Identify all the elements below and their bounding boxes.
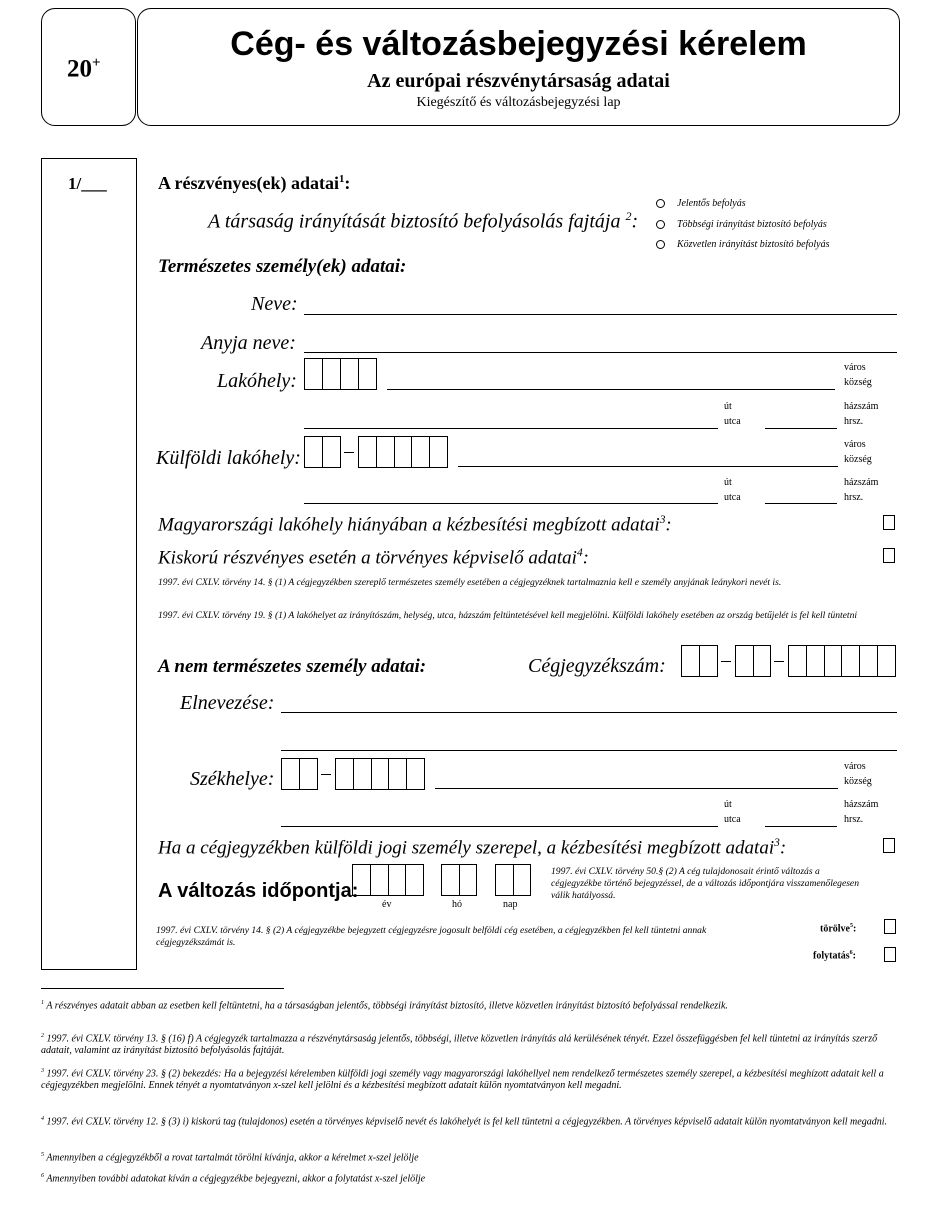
footnote-1: $^1$ A részvényes adatait abban az esetben kell feltüntetni, ha a társaságban jelentős, többségi irányítást biztosító, illetve közvetlen irányítást biztosító befolyással rendelkezik. bbox=[41, 1000, 728, 1012]
natural-heading: Természetes személy(ek) adatai: bbox=[158, 256, 407, 277]
agent-label: Magyarországi lakóhely hiányában a kézbesítési megbízott adatai$^3$: bbox=[158, 514, 672, 536]
footnote-3: $^3$ 1997. évi CXLV. törvény 23. § (2) bekezdés: Ha a bejegyzési kérelemben külföldi jogi személy vagy magyarországi lakóhellyel nem rendelkező természetes személy szerepel, a kézbesítési meghízott adatait kell a cégjegyzékben megjelölni. Ennek tényét a nyomtatványon x-szel kell jelölni és a kézbesítési megbízott adatait külön nyomtatványon kell megadni. bbox=[41, 1068, 884, 1092]
law-note-2: 1997. évi CXLV. törvény 19. § (1) A lakóhelyet az irányítószám, helység, utca, házszám feltüntetésével kell megjelölni. Külföldi lakóhely esetében az ország betűjelét is fel kell tüntetni bbox=[158, 610, 858, 621]
footnote-2: $^2$ 1997. évi CXLV. törvény 13. § (16) f) A cégjegyzék tartalmazza a részvénytársaság jelentős, többségi, illetve közvetlen irányítás alá kerülésének tényét. Ezzel összefüggésben fel kell tüntetni az irányítás szerző adatait, valamint az irányítást biztosító befolyásolás fajtáját. bbox=[41, 1033, 878, 1057]
seat-dash bbox=[321, 774, 331, 775]
agent-checkbox[interactable] bbox=[883, 515, 895, 530]
option-direct: Közvetlen irányítást biztosító befolyás bbox=[677, 239, 830, 250]
legal-name-field[interactable] bbox=[281, 712, 897, 713]
seat-number-field[interactable] bbox=[765, 826, 837, 827]
foreign-village-label: község bbox=[844, 454, 872, 465]
form-number: 20+ bbox=[67, 55, 101, 83]
change-year-boxes[interactable] bbox=[352, 864, 424, 896]
deleted-label: törölve$^5$: bbox=[820, 923, 857, 935]
seat-house-label: házszám bbox=[844, 799, 879, 810]
change-day-boxes[interactable] bbox=[495, 864, 531, 896]
foreign-street-field[interactable] bbox=[304, 503, 718, 504]
year-label: év bbox=[382, 899, 392, 910]
foreign-dash bbox=[344, 452, 354, 453]
residence-road-label: út bbox=[724, 401, 732, 412]
left-column bbox=[41, 158, 137, 970]
residence-number-field[interactable] bbox=[765, 428, 837, 429]
reg-dash-1 bbox=[721, 661, 731, 662]
residence-city-field[interactable] bbox=[387, 389, 835, 390]
page-subtitle-2: Kiegészítő és változásbejegyzési lap bbox=[416, 95, 621, 110]
seat-country-boxes[interactable] bbox=[281, 758, 318, 790]
deleted-checkbox[interactable] bbox=[884, 919, 896, 934]
residence-house-label: házszám bbox=[844, 401, 879, 412]
radio-direct[interactable] bbox=[656, 240, 665, 249]
radio-majority[interactable] bbox=[656, 220, 665, 229]
continue-checkbox[interactable] bbox=[884, 947, 896, 962]
option-majority: Többségi irányítást biztosító befolyás bbox=[677, 219, 827, 230]
seat-village-label: község bbox=[844, 776, 872, 787]
reg-type-boxes[interactable] bbox=[735, 645, 771, 677]
section-number: 1/___ bbox=[68, 174, 107, 193]
change-law-note: 1997. évi CXLV. törvény 50.§ (2) A cég tulajdonosait érintő változás a cégjegyzékbe történő bejegyzéssel, de a változás időpontjára visszamenőlegesen válik hatályossá. bbox=[551, 866, 859, 901]
footnote-5: $^5$ Amennyiben a cégjegyzékből a rovat tartalmát törölni kívánja, akkor a kérelmet x-szel jelölje bbox=[41, 1152, 419, 1164]
seat-street-label: utca bbox=[724, 814, 741, 825]
option-significant: Jelentős befolyás bbox=[677, 198, 746, 209]
residence-village-label: község bbox=[844, 377, 872, 388]
page-title: Cég- és változásbejegyzési kérelem bbox=[230, 25, 807, 63]
reg-number-label: Cégjegyzékszám: bbox=[528, 655, 666, 677]
foreign-legal-agent-checkbox[interactable] bbox=[883, 838, 895, 853]
seat-lot-label: hrsz. bbox=[844, 814, 864, 825]
seat-street-field[interactable] bbox=[281, 826, 718, 827]
legal-heading: A nem természetes személy adatai: bbox=[158, 656, 427, 677]
residence-city-label: város bbox=[844, 362, 866, 373]
day-label: nap bbox=[503, 899, 518, 910]
foreign-country-boxes[interactable] bbox=[304, 436, 341, 468]
foreign-road-label: út bbox=[724, 477, 732, 488]
residence-label: Lakóhely: bbox=[217, 370, 297, 392]
residence-lot-label: hrsz. bbox=[844, 416, 864, 427]
footnote-4: $^4$ 1997. évi CXLV. törvény 12. § (3) i) kiskorú tag (tulajdonos) esetén a törvényes képviselő nevét és lakóhelyét is fel kell tüntetni a cégjegyzékben. A törvényes képviselő adatait külön nyomtatványon kell megadni. bbox=[41, 1116, 887, 1128]
foreign-residence-label: Külföldi lakóhely: bbox=[156, 447, 301, 469]
name-label: Neve: bbox=[251, 293, 298, 315]
foreign-city-label: város bbox=[844, 439, 866, 450]
foreign-lot-label: hrsz. bbox=[844, 492, 864, 503]
seat-city-label: város bbox=[844, 761, 866, 772]
foreign-legal-agent-label: Ha a cégjegyzékben külföldi jogi személy szerepel, a kézbesítési megbízott adatai$^3$: bbox=[158, 837, 787, 859]
footnote-6: $^6$ Amennyiben további adatokat kíván a cégjegyzékbe bejegyezni, akkor a folytatást x-szel jelölje bbox=[41, 1173, 426, 1185]
seat-city-field[interactable] bbox=[435, 788, 838, 789]
minor-checkbox[interactable] bbox=[883, 548, 895, 563]
residence-street-label: utca bbox=[724, 416, 741, 427]
change-month-boxes[interactable] bbox=[441, 864, 477, 896]
legal-name-field-2[interactable] bbox=[281, 750, 897, 751]
mother-name-field[interactable] bbox=[304, 352, 897, 353]
residence-street-field[interactable] bbox=[304, 428, 718, 429]
change-date-label: A változás időpontja: bbox=[158, 880, 359, 902]
foreign-zip-boxes[interactable] bbox=[358, 436, 448, 468]
month-label: hó bbox=[452, 899, 462, 910]
mother-name-label: Anyja neve: bbox=[201, 332, 296, 354]
law-note-1: 1997. évi CXLV. törvény 14. § (1) A cégjegyzékben szereplő természetes személy esetében a cégjegyzéknek tartalmaznia kell e személy anyjának leánykori nevét is. bbox=[158, 577, 782, 588]
control-type-label: A társaság irányítását biztosító befolyásolás fajtája $^2$: bbox=[208, 209, 639, 233]
seat-road-label: út bbox=[724, 799, 732, 810]
radio-significant[interactable] bbox=[656, 199, 665, 208]
foreign-city-field[interactable] bbox=[458, 466, 838, 467]
foreign-house-label: házszám bbox=[844, 477, 879, 488]
continue-label: folytatás$^6$: bbox=[813, 950, 857, 962]
reg-law-note: 1997. évi CXLV. törvény 14. § (2) A cégjegyzékbe bejegyzett cégjegyzésre jogosult belföldi cég esetében, a cégjegyzékben fel kell tüntetni annak cégjegyzékszámát is. bbox=[156, 925, 707, 948]
residence-zip-boxes[interactable] bbox=[304, 358, 377, 390]
seat-zip-boxes[interactable] bbox=[335, 758, 425, 790]
minor-label: Kiskorú részvényes esetén a törvényes képviselő adatai$^4$: bbox=[158, 547, 589, 569]
footnote-divider bbox=[41, 988, 284, 989]
foreign-street-label: utca bbox=[724, 492, 741, 503]
page-subtitle: Az európai részvénytársaság adatai bbox=[367, 70, 670, 92]
reg-serial-boxes[interactable] bbox=[788, 645, 896, 677]
reg-court-boxes[interactable] bbox=[681, 645, 718, 677]
reg-dash-2 bbox=[774, 661, 784, 662]
seat-label: Székhelye: bbox=[190, 768, 275, 790]
legal-name-label: Elnevezése: bbox=[180, 692, 275, 714]
foreign-number-field[interactable] bbox=[765, 503, 837, 504]
section-heading: A részvényes(ek) adatai$^1$: bbox=[158, 173, 351, 193]
name-field[interactable] bbox=[304, 314, 897, 315]
